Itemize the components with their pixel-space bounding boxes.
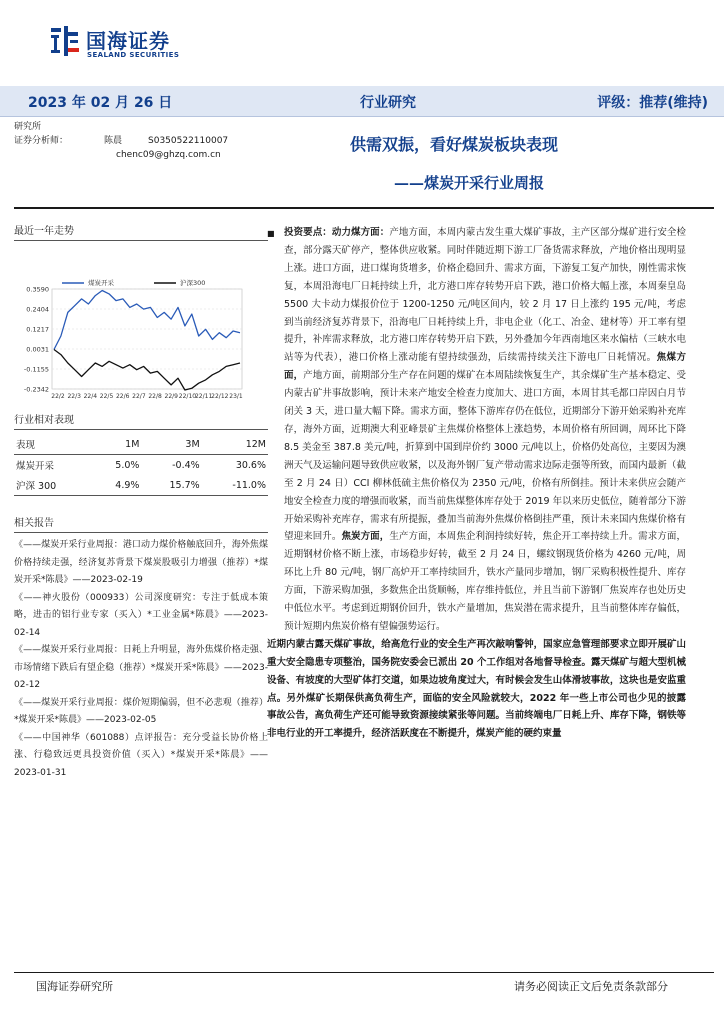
x-tick-label: 22/5 [99, 393, 114, 400]
performance-title: 行业相对表现 [14, 411, 268, 430]
table-cell: 4.9% [92, 475, 142, 496]
report-rating: 评级：推荐(维持) [597, 95, 708, 111]
header-cell: 12M [202, 434, 268, 455]
analyst-label: 证券分析师： [14, 136, 69, 146]
sealand-logo-icon [50, 24, 80, 58]
table-header-row [14, 434, 268, 455]
related-title: 相关报告 [14, 514, 268, 533]
analyst-name: 陈晨 [104, 136, 123, 146]
header-cell: 3M [141, 434, 201, 455]
y-tick-label: 0.3590 [26, 285, 49, 294]
table-row [14, 475, 268, 496]
related-reports [14, 537, 268, 782]
report-banner [0, 86, 724, 117]
footer-org: 国海证券研究所 [36, 980, 113, 993]
table-row [14, 455, 268, 476]
x-tick-label: 22/7 [132, 393, 146, 400]
y-tick-label: 0.1217 [26, 325, 49, 334]
series-line-csi300 [54, 350, 240, 391]
y-tick-label: 0.2404 [26, 305, 49, 314]
legend-label: 煤炭开采 [88, 279, 114, 287]
x-tick-label: 22/12 [211, 393, 229, 400]
x-tick-label: 22/9 [164, 393, 179, 400]
report-title: 供需双振，看好煤炭板块表现 [350, 135, 559, 154]
header-cell: 1M [92, 434, 142, 455]
org-label: 研究所 [14, 122, 42, 132]
related-report-link[interactable]: 《——中国神华（601088）点评报告：充分受益长协价格上涨、行稳致远更具投资价值（买入）*煤炭开采*陈晨》——2023-01-31 [14, 732, 268, 778]
x-tick-label: 23/1 [229, 393, 243, 400]
related-report-link[interactable]: 《——煤炭开采行业周报：日耗上升明显，海外焦煤价格走强、市场情绪下跌后有望企稳（推荐）*煤炭开采*陈晨》——2023-02-12 [14, 645, 268, 690]
analyst-email[interactable]: chenc09@ghzq.com.cn [116, 150, 221, 160]
report-subtitle: ——煤炭开采行业周报 [394, 174, 545, 192]
key-points [267, 224, 686, 636]
x-tick-label: 22/2 [51, 393, 65, 400]
related-report-link[interactable]: 《——神火股份（000933）公司深度研究：专注于低成本策略，进击的铝行业专家（买入）*工业金属*陈晨》——2023-02-14 [14, 592, 268, 638]
table-cell: -11.0% [202, 475, 268, 496]
related-report-link[interactable]: 《——煤炭开采行业周报：煤价短期偏弱，但不必悲观（推荐）*煤炭开采*陈晨》——2023-02-05 [14, 697, 268, 725]
table-cell: -0.4% [172, 459, 200, 471]
table-cell: 30.6% [235, 459, 266, 471]
report-type: 行业研究 [360, 95, 416, 111]
main-content [267, 224, 686, 743]
x-tick-label: 22/10 [178, 393, 197, 400]
legend-label: 沪深300 [180, 279, 206, 287]
brand-logo [50, 22, 190, 66]
thermal-coal-label: 动力煤方面： [331, 227, 390, 238]
related-report-link[interactable]: 《——煤炭开采行业周报：港口动力煤价格触底回升，海外焦煤价格持续走强，经济复苏背景下煤炭股吸引力增强（推荐）*煤炭开采*陈晨》——2023-02-19 [14, 540, 268, 585]
header-cell: 表现 [14, 434, 92, 455]
report-date: 2023 年 02 月 26 日 [28, 95, 173, 111]
x-tick-label: 22/4 [83, 393, 98, 400]
sidebar [14, 222, 268, 782]
brand-name-cn: 国海证券 [86, 29, 170, 53]
table-cell: 15.7% [141, 475, 201, 496]
coking-coal-text: 产地方面，前期部分生产存在问题的煤矿在本周陆续恢复生产，其余煤矿生产基本稳定、受内蒙古矿井事故影响，预计未来产地安全检查力度加大、进口方面，本周甘其毛都口岸因白月节闭关 3 天，进口量大幅下降。需求方面，整体下游库存仍在低位，近期部分下游开始采购补充库存，海外方面，近期澳大利亚峰景矿主焦煤价格整体上涨趋势，本周价格有所回调，周环比下降 8.5 美金至 387.8 美元/吨，折算到中国到岸价约 3000 元/吨以上，价格仍处高位，主要因为澳洲天气及运输问题导致供应收紧，以及海外钢厂复产带动需求边际走强等所致，而国内最新（截至 2 月 24 日）CCI 柳林低硫主焦价格仅为 2350 元/吨，价格有所倒挂。预计未来供应会随产地安全检查力度的增强而收紧，而当前焦煤整体库存处于 2019 年以来历史低位，随着部分下游开始采购补充库存，需求有所提振，叠加当前海外焦煤价格倒挂严重，预计未来国内焦煤价格有望迎来回升。 [284, 370, 686, 543]
thermal-coal-text: 产地方面，本周内蒙古发生重大煤矿事故，主产区部分煤矿进行安全检查，部分露天矿停产，整体供应收紧。同时伴随近期下游工厂备货需求释放，产地价格出现明显上涨。进口方面，进口煤询货增多，价格企稳回升、需求方面，下游复工复产加快，刚性需求恢复，本周沿海电厂日耗持续上升，北方港口库存转势开启下跌，港口价格大幅上涨，本周秦皇岛 5500 大卡动力煤报价位于 1200-1250 元/吨区间内，较 2 月 17 日上涨约 195 元/吨，考虑到当前经济复苏背景下，沿海电厂日耗持续上升，非电企业（化工、冶金、建材等）开工率有望提升，补库需求释放，北方港口库存转势开启下跌，另外叠加今年西南地区来水偏枯（三峡水电站等为代表），港口价格上涨动能有望持续强劲，后续需持续关注下游电厂日耗情况。 [284, 227, 686, 364]
table-cell: 沪深 300 [14, 475, 92, 496]
safety-paragraph: 近期内蒙古露天煤矿事故，给高危行业的安全生产再次敲响警钟，国家应急管理部要求立即开展矿山重大安全隐患专项整治，国务院安委会已派出 20 个工作组对各地督导检查。露天煤矿与超大型机械设备、有坡度的大型矿体打交道，如果边坡角度过大，有时候会发生山体滑坡事故，这块也是安监重点。另外煤矿长期保供高负荷生产，面临的安全风险就较大，2022 年一些上市公司也少见的披露事故公告，高负荷生产还可能导致资源接续紧张等问题。当前终端电厂日耗上升、库存下降，钢铁等非电行业的开工率提升，经济活跃度在不断提升，煤炭产能的硬约束量 [267, 638, 686, 740]
brand-name-en: SEALAND SECURITIES [87, 51, 180, 59]
bullet-square-icon: ■ [267, 229, 275, 238]
performance-table [14, 434, 268, 496]
x-tick-label: 22/3 [67, 393, 81, 400]
table-cell: 5.0% [115, 459, 140, 471]
x-tick-label: 22/8 [148, 393, 162, 400]
y-tick-label: 0.0031 [26, 345, 49, 354]
analyst-id: S0350522110007 [148, 136, 229, 146]
footer-divider [14, 972, 714, 973]
trend-title: 最近一年走势 [14, 222, 268, 241]
y-tick-label: -0.1155 [23, 365, 49, 374]
lead-label: 投资要点： [284, 227, 332, 238]
x-tick-label: 22/6 [115, 393, 130, 400]
series-line-coal [54, 291, 240, 350]
trend-chart [14, 245, 268, 401]
table-cell: 煤炭开采 [16, 461, 55, 472]
trend-chart-svg [14, 245, 268, 401]
footer-disclaimer: 请务必阅读正文后免责条款部分 [514, 980, 668, 993]
x-tick-label: 22/11 [194, 393, 213, 400]
coking-coal-label: 焦煤方面， [284, 352, 686, 382]
y-tick-label: -0.2342 [23, 385, 49, 394]
coke-text: 生产方面，本周焦企利润持续好转，焦企开工率持续上升。需求方面，近期钢材价格不断上涨，市场稳步好转，截至 2 月 24 日，螺纹钢现货价格为 4260 元/吨，周环比上升 80 元/吨，钢厂高炉开工率持续回升，铁水产量同步增加，钢厂采购积极性提升、库存方面，下游采购加强，多数焦企出货顺畅，库存维持低位，并且当前下游钢厂焦炭库存也处历史中低位水平。考虑到近期钢价回升，铁水产量增加，焦炭潜在需求提升，且当前整体库存偏低，预计短期内焦炭价格有望偏强势运行。 [284, 531, 686, 632]
coke-label: 焦炭方面， [341, 531, 390, 543]
header-divider [14, 207, 714, 209]
